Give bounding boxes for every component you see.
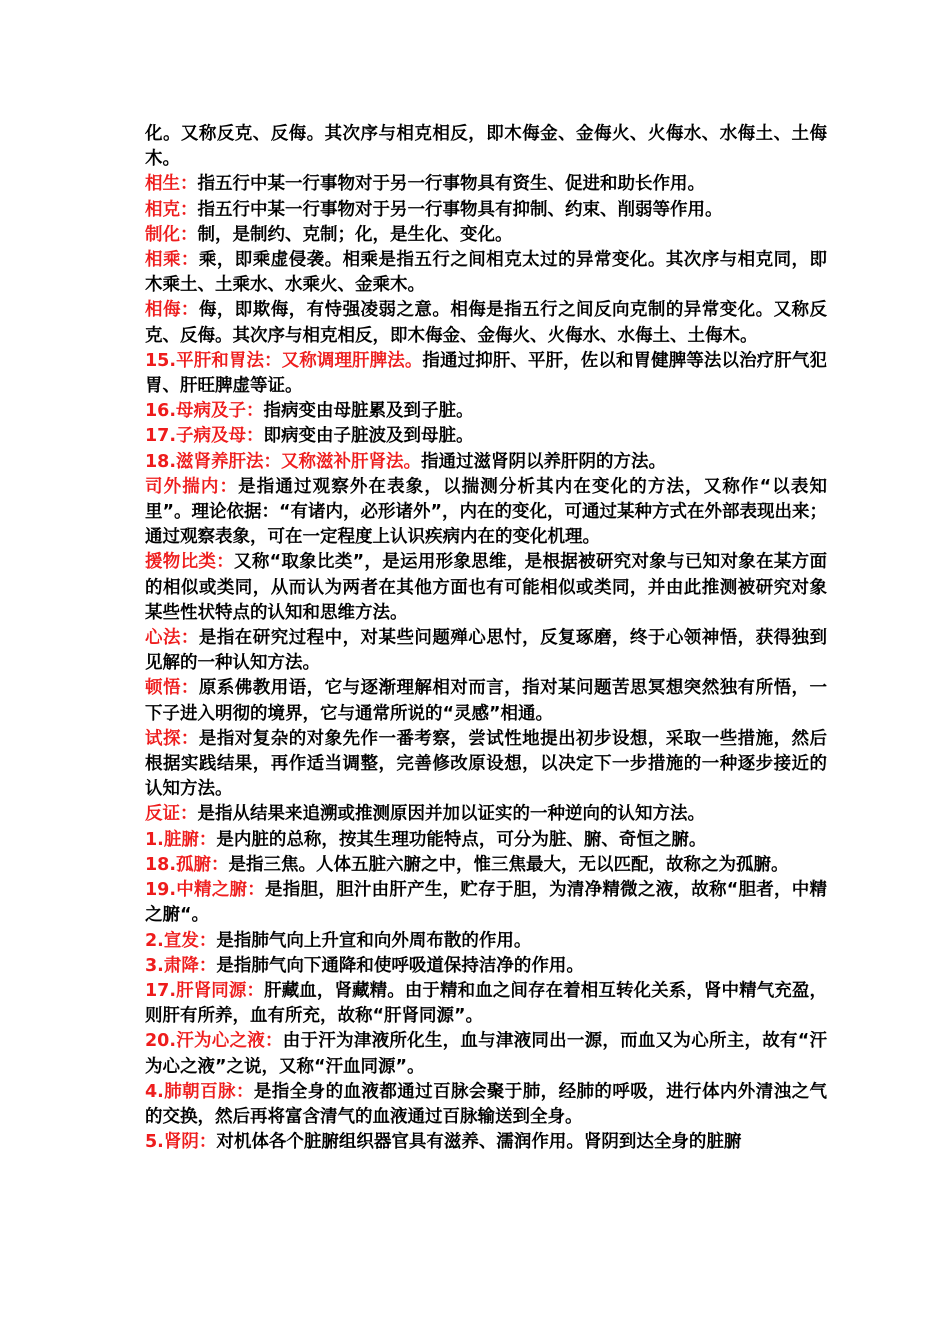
term-label: 3.肃降： xyxy=(145,955,217,976)
term-label: 心法： xyxy=(145,628,199,649)
term-label: 试探： xyxy=(145,728,199,749)
paragraph-text: 化。又称反克、反侮。其次序与相克相反，即木侮金、金侮火、火侮水、水侮土、土侮木。 xyxy=(145,124,827,170)
definition-zangfu xyxy=(145,828,827,853)
definition-zhongjing-zhifu xyxy=(145,878,827,928)
term-label: 援物比类： xyxy=(145,552,235,573)
definition-text: 是指全身的血液都通过百脉会聚于肺，经肺的呼吸，进行体内外清浊之气的交换，然后再将富含清气的血液通过百脉输送到全身。 xyxy=(145,1081,828,1127)
term-label: 18.滋肾养肝法：又称滋补肝肾法。 xyxy=(145,451,421,472)
definition-text: 指通过抑肝、平肝，佐以和胃健脾等法以治疗肝气犯胃、肝旺脾虚等证。 xyxy=(145,350,828,397)
definition-siwai-chuainei xyxy=(145,475,827,551)
term-label: 2.宣发： xyxy=(145,930,217,951)
document-page xyxy=(145,122,827,1155)
definition-dunwu xyxy=(145,676,827,726)
term-label: 相乘： xyxy=(145,250,199,271)
definition-xiangke xyxy=(145,198,827,223)
term-label: 4.肺朝百脉： xyxy=(145,1081,254,1102)
definition-xiangcheng xyxy=(145,248,827,298)
term-label: 17.子病及母： xyxy=(145,426,264,447)
definition-shitan xyxy=(145,727,827,803)
definition-text: 肝藏血，肾藏精。由于精和血之间存在着相互转化关系，肾中精气充盈，则肝有所养，血有所充，故称“肝肾同源”。 xyxy=(145,980,827,1027)
definition-fanzheng xyxy=(145,802,827,827)
definition-text: 原系佛教用语，它与逐渐理解相对而言，指对某问题苦思冥想突然独有所悟，一下子进入明彻的境界，它与通常所说的“灵感”相通。 xyxy=(145,678,828,724)
definition-text: 对机体各个脏腑组织器官具有滋养、濡润作用。肾阴到达全身的脏腑 xyxy=(216,1132,742,1153)
definition-text: 是指肺气向上升宣和向外周布散的作用。 xyxy=(216,930,532,951)
definition-text: 指五行中某一行事物对于另一行事物具有资生、促进和助长作用。 xyxy=(197,174,705,195)
definition-text: 乘，即乘虚侵袭。相乘是指五行之间相克太过的异常变化。其次序与相克同，即木乘土、土乘水、水乘火、金乘木。 xyxy=(145,250,828,296)
definition-text: 是内脏的总称，按其生理功能特点，可分为脏、腑、奇恒之腑。 xyxy=(216,829,707,850)
definition-zishen-yanggan xyxy=(145,450,827,475)
definition-text: 是指通过观察外在表象，以揣测分析其内在变化的方法，又称作“以表知里”。理论依据：“有诸内，必形诸外”，内在的变化，可通过某种方式在外部表现出来；通过观察表象，可在一定程度上认识疾病内在的变化机理。 xyxy=(145,476,828,548)
term-label: 相侮： xyxy=(145,300,199,321)
definition-text: 即病变由子脏波及到母脏。 xyxy=(263,426,474,447)
definition-text: 是指从结果来追溯或推测原因并加以证实的一种逆向的认知方法。 xyxy=(197,804,705,825)
definition-text: 是指在研究过程中，对某些问题殚心思忖，反复琢磨，终于心领神悟，获得独到见解的一种认知方法。 xyxy=(145,628,828,674)
term-label: 制化： xyxy=(145,224,198,245)
definition-feichao-baimai xyxy=(145,1080,827,1130)
term-label: 15.平肝和胃法：又称调理肝脾法。 xyxy=(145,350,423,371)
term-label: 17.肝肾同源： xyxy=(145,980,265,1001)
definition-text: 又称“取象比类”，是运用形象思维，是根据被研究对象与已知对象在某方面的相似或类同，从而认为两者在其他方面也有可能相似或类同，并由此推测被研究对象某些性状特点的认知和思维方法。 xyxy=(145,552,827,623)
term-label: 相生： xyxy=(145,174,198,195)
term-label: 16.母病及子： xyxy=(145,401,264,422)
definition-shenyin xyxy=(145,1130,827,1155)
term-label: 反证： xyxy=(145,804,198,825)
term-label: 5.肾阴： xyxy=(145,1132,217,1153)
definition-xiangwu xyxy=(145,298,827,348)
definition-text: 指通过滋肾阴以养肝阴的方法。 xyxy=(421,451,666,472)
definition-text: 是指肺气向下通降和使呼吸道保持洁净的作用。 xyxy=(216,955,584,976)
definition-text: 指病变由母脏累及到子脏。 xyxy=(263,401,474,422)
definition-zibing-jimu xyxy=(145,424,827,449)
term-label: 相克： xyxy=(145,199,198,220)
paragraph-continuation xyxy=(145,122,827,172)
definition-xiangsheng xyxy=(145,172,827,197)
definition-text: 是指三焦。人体五脏六腑之中，惟三焦最大，无以匹配，故称之为孤腑。 xyxy=(228,854,789,875)
definition-text: 由于汗为津液所化生，血与津液同出一源，而血又为心所主，故有“汗为心之液”之说，又称“汗血同源”。 xyxy=(145,1031,827,1077)
definition-sujiang xyxy=(145,954,827,979)
definition-xuanfa xyxy=(145,929,827,954)
definition-text: 是指胆，胆汁由肝产生，贮存于胆，为清净精微之液，故称“胆者，中精之腑“。 xyxy=(145,880,827,926)
definition-text: 是指对复杂的对象先作一番考察，尝试性地提出初步设想，采取一些措施，然后根据实践结果，再作适当调整，完善修改原设想，以决定下一步措施的一种逐步接近的认知方法。 xyxy=(145,728,828,800)
definition-mubing-jizi xyxy=(145,399,827,424)
definition-hanwei-xinzhiye xyxy=(145,1029,827,1079)
term-label: 1.脏腑： xyxy=(145,829,217,850)
definition-pinggan-hewei xyxy=(145,349,827,399)
definition-ganshen-tongyuan xyxy=(145,979,827,1029)
definition-gufu xyxy=(145,853,827,878)
definition-text: 侮，即欺侮，有恃强凌弱之意。相侮是指五行之间反向克制的异常变化。又称反克、反侮。其次序与相克相反，即木侮金、金侮火、火侮水、水侮土、土侮木。 xyxy=(145,300,828,346)
definition-zhihua xyxy=(145,223,827,248)
definition-yuanwu-bilei xyxy=(145,550,827,626)
term-label: 顿悟： xyxy=(145,678,199,699)
definition-text: 指五行中某一行事物对于另一行事物具有抑制、约束、削弱等作用。 xyxy=(197,199,723,220)
definition-text: 制，是制约、克制；化，是生化、变化。 xyxy=(197,224,513,245)
term-label: 19.中精之腑： xyxy=(145,880,266,901)
definition-xinfa xyxy=(145,626,827,676)
term-label: 20.汗为心之液： xyxy=(145,1031,283,1052)
term-label: 18.孤腑： xyxy=(145,854,229,875)
term-label: 司外揣内： xyxy=(145,476,239,497)
